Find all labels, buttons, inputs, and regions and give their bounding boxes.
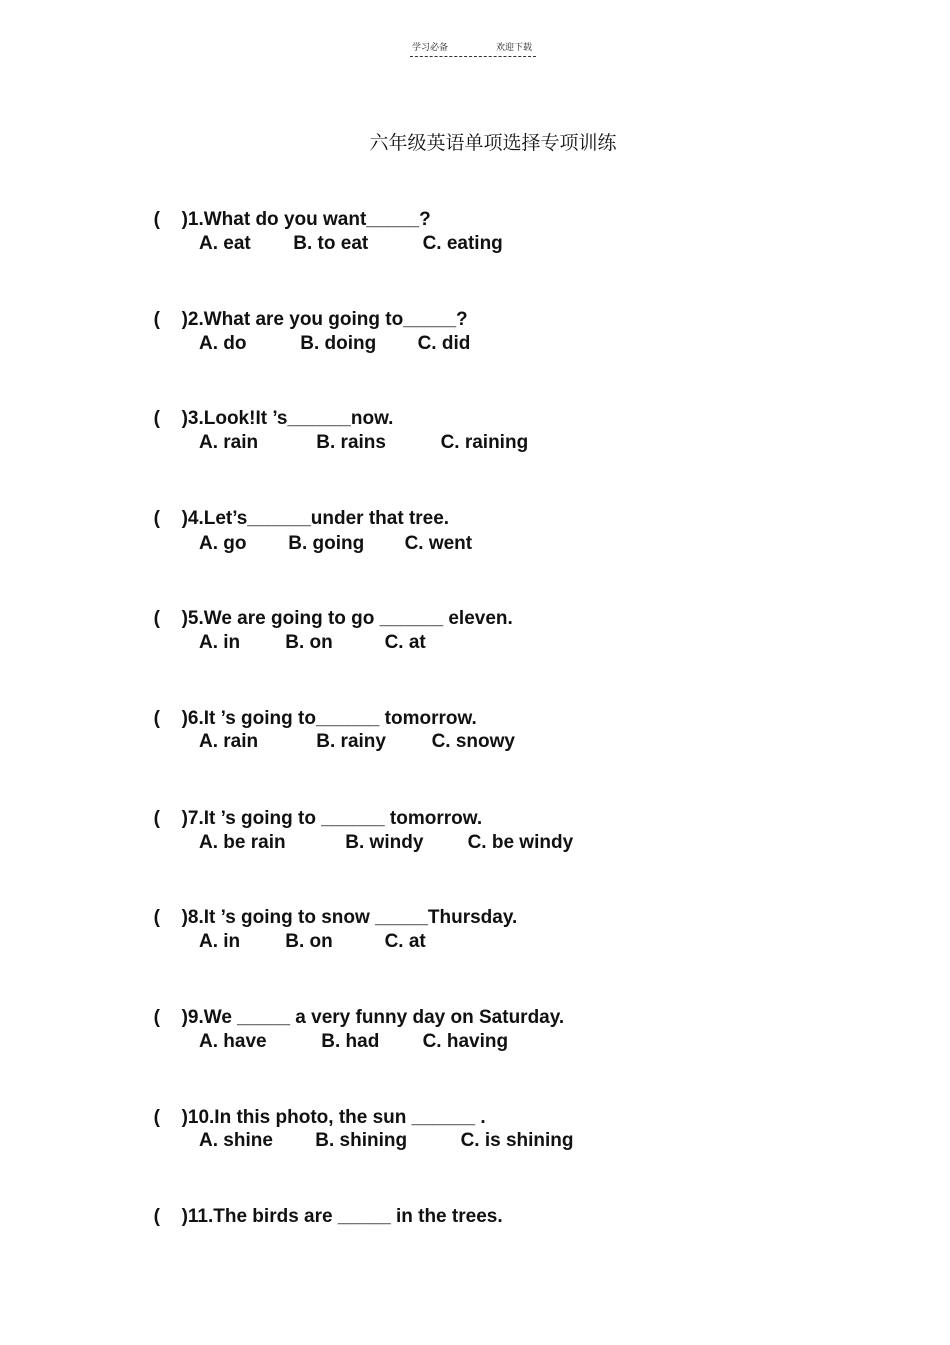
question-6 <box>143 680 477 729</box>
question-5 <box>143 580 513 629</box>
option-7-c: C. be windy <box>467 832 574 853</box>
option-9-a: A. have <box>199 1031 267 1052</box>
answer-bracket-9: ( <box>153 1007 160 1028</box>
question-11 <box>143 1178 503 1227</box>
question-text-4: )4.Let’s______under that tree. <box>181 508 450 529</box>
question-text-9: )9.We _____ a very funny day on Saturday. <box>181 1007 565 1028</box>
option-2-c: C. did <box>417 333 471 354</box>
option-4-b: B. going <box>288 533 365 554</box>
question-text-7: )7.It ’s going to ______ tomorrow. <box>181 808 483 829</box>
answer-bracket-7: ( <box>153 808 160 829</box>
answer-bracket-10: ( <box>153 1107 160 1128</box>
question-text-2: )2.What are you going to_____? <box>181 309 468 330</box>
option-3-b: B. rains <box>316 432 386 453</box>
page-title: 六年级英语单项选择专项训练 <box>369 132 617 154</box>
option-2-b: B. doing <box>300 333 377 354</box>
page-header <box>410 38 536 57</box>
options-8 <box>199 929 426 955</box>
options-6 <box>199 729 515 755</box>
question-10 <box>143 1079 486 1128</box>
option-1-c: C. eating <box>422 233 503 254</box>
option-8-a: A. in <box>199 931 241 952</box>
options-9 <box>199 1029 508 1055</box>
option-1-a: A. eat <box>199 233 251 254</box>
question-text-3: )3.Look!It ’s______now. <box>181 408 394 429</box>
answer-bracket-4: ( <box>153 508 160 529</box>
option-7-b: B. windy <box>345 832 424 853</box>
option-1-b: B. to eat <box>293 233 369 254</box>
option-4-a: A. go <box>199 533 247 554</box>
options-4 <box>199 531 472 557</box>
question-text-8: )8.It ’s going to snow _____Thursday. <box>181 907 518 928</box>
option-10-a: A. shine <box>199 1130 273 1151</box>
option-5-c: C. at <box>384 632 426 653</box>
answer-bracket-5: ( <box>153 608 160 629</box>
answer-bracket-1: ( <box>153 209 160 230</box>
option-8-b: B. on <box>285 931 333 952</box>
option-8-c: C. at <box>384 931 426 952</box>
options-7 <box>199 830 573 856</box>
question-text-5: )5.We are going to go ______ eleven. <box>181 608 513 629</box>
question-1 <box>143 181 431 230</box>
question-7 <box>143 780 483 829</box>
option-6-b: B. rainy <box>316 731 386 752</box>
option-9-b: B. had <box>321 1031 380 1052</box>
question-2 <box>143 281 468 330</box>
question-text-6: )6.It ’s going to______ tomorrow. <box>181 708 477 729</box>
header-right-text: 欢迎下载 <box>496 43 533 53</box>
answer-bracket-6: ( <box>153 708 160 729</box>
question-text-1: )1.What do you want_____? <box>181 209 431 230</box>
option-5-a: A. in <box>199 632 241 653</box>
header-left-text: 学习必备 <box>412 43 449 53</box>
question-4 <box>143 480 450 529</box>
option-7-a: A. be rain <box>199 832 286 853</box>
option-3-c: C. raining <box>440 432 529 453</box>
answer-bracket-3: ( <box>153 408 160 429</box>
option-10-c: C. is shining <box>460 1130 574 1151</box>
option-9-c: C. having <box>422 1031 509 1052</box>
answer-bracket-11: ( <box>153 1206 160 1227</box>
option-10-b: B. shining <box>315 1130 408 1151</box>
question-text-11: )11.The birds are _____ in the trees. <box>181 1206 503 1227</box>
option-6-a: A. rain <box>199 731 259 752</box>
answer-bracket-8: ( <box>153 907 160 928</box>
option-6-c: C. snowy <box>431 731 515 752</box>
question-text-10: )10.In this photo, the sun ______ . <box>181 1107 486 1128</box>
answer-bracket-2: ( <box>153 309 160 330</box>
options-5 <box>199 630 426 656</box>
question-3 <box>143 380 394 429</box>
question-8 <box>143 879 518 928</box>
question-9 <box>143 979 565 1028</box>
option-3-a: A. rain <box>199 432 259 453</box>
option-2-a: A. do <box>199 333 247 354</box>
option-5-b: B. on <box>285 632 333 653</box>
options-3 <box>199 430 528 456</box>
options-2 <box>199 331 470 357</box>
option-4-c: C. went <box>404 533 473 554</box>
options-10 <box>199 1128 574 1154</box>
options-1 <box>199 231 503 257</box>
